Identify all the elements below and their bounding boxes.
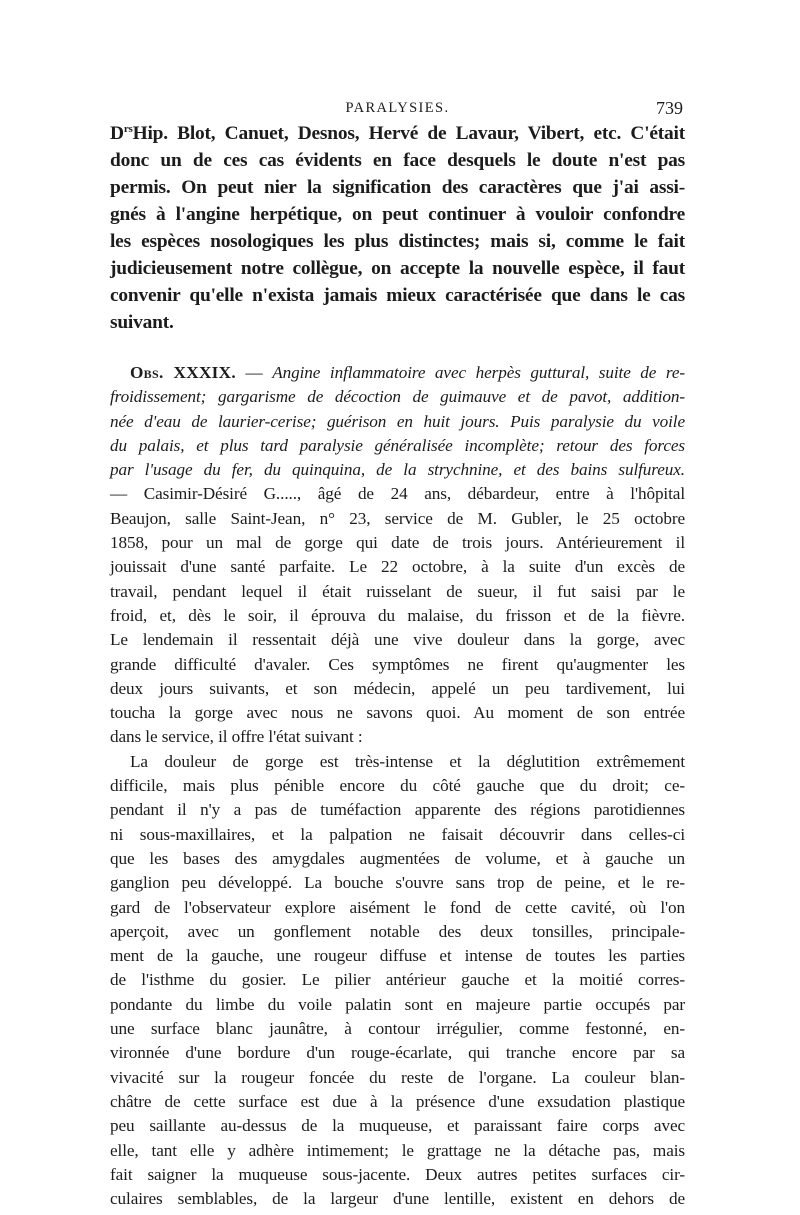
text-fragment: Hip. Blot, Canuet, Desnos, Hervé de Lavaur, Vibert, etc. C'était (132, 123, 685, 144)
text-line: peu saillante au-dessus de la muqueuse, et paraissant faire corps avec (110, 1116, 685, 1136)
text-line: ni sous-maxillaires, et la palpation ne faisait découvrir dans celles-ci (110, 824, 685, 844)
text-line: permis. On peut nier la signification des caractères que j'ai assi- (110, 177, 685, 198)
text-line: culaires semblables, de la largeur d'une lentille, existent en dehors de (110, 1189, 685, 1209)
text-line: elle, tant elle y adhère intimement; le grattage ne la détache pas, mais (110, 1140, 685, 1160)
text-line (110, 120, 685, 147)
text-line: pondante du limbe du voile palatin sont en majeure partie occupés par (110, 994, 685, 1014)
text-line: une surface blanc jaunâtre, à contour irrégulier, comme festonné, en- (110, 1019, 685, 1039)
paragraph-intro (110, 120, 685, 336)
text-line: jouissait d'une santé parfaite. Le 22 octobre, à la suite d'un excès de (110, 557, 685, 577)
text-fragment: D (110, 123, 124, 144)
observation-title-line: née d'eau de laurier-cerise; guérison en huit jours. Puis paralysie du voile (110, 411, 685, 431)
running-title: PARALYSIES. (345, 100, 450, 116)
text-line: vironnée d'une bordure d'un rouge-écarlate, qui tranche encore par sa (110, 1043, 685, 1063)
text-line: gard de l'observateur explore aisément le fond de cette cavité, où l'on (110, 897, 685, 917)
text-fragment: — (235, 363, 273, 382)
text-line: travail, pendant lequel il était ruisselant de sueur, il fut saisi par le (110, 581, 685, 601)
observation-title-line: par l'usage du fer, du quinquina, de la strychnine, et des bains sulfureux. (110, 460, 685, 480)
text-line: suivant. (110, 312, 174, 333)
text-line: froid, et, dès le soir, il éprouva du malaise, du frisson et de la fièvre. (110, 605, 685, 625)
observation-xxxix (110, 361, 685, 750)
text-line: aperçoit, avec un gonflement notable des deux tonsilles, principale- (110, 921, 685, 941)
text-line: — Casimir-Désiré G....., âgé de 24 ans, débardeur, entre à l'hôpital (110, 484, 685, 504)
text-line (110, 361, 685, 385)
text-line: châtre de cette surface est due à la présence d'une exsudation plastique (110, 1091, 685, 1111)
running-head (110, 92, 685, 120)
text-line: deux jours suivants, et son médecin, appelé un peu tardivement, lui (110, 678, 685, 698)
observation-title-line: du palais, et plus tard paralysie généralisée incomplète; retour des forces (110, 435, 685, 455)
text-line: ment de la gauche, une rougeur diffuse et intense de toutes les parties (110, 946, 685, 966)
text-line: ganglion peu développé. La bouche s'ouvre sans trop de peine, et le re- (110, 873, 685, 893)
text-line: convenir qu'elle n'exista jamais mieux caractérisée que dans le cas (110, 285, 685, 306)
text-line: Le lendemain il ressentait déjà une vive douleur dans la gorge, avec (110, 630, 685, 650)
text-line: donc un de ces cas évidents en face desquels le doute n'est pas (110, 150, 685, 171)
text-line: difficile, mais plus pénible encore du côté gauche que du droit; ce- (110, 776, 685, 796)
text-line: gnés à l'angine herpétique, on peut continuer à vouloir confondre (110, 204, 685, 225)
text-line: les espèces nosologiques les plus distinctes; mais si, comme le fait (110, 231, 685, 252)
observation-title-line: froidissement; gargarisme de décoction de guimauve et de pavot, addition- (110, 387, 685, 407)
text-line: que les bases des amygdales augmentées de volume, et à gauche un (110, 848, 685, 868)
text-line: judicieusement notre collègue, on accepte la nouvelle espèce, il faut (110, 258, 685, 279)
paragraph-examination (110, 750, 685, 1212)
text-line: fait saigner la muqueuse sous-jacente. Deux autres petites surfaces cir- (110, 1164, 685, 1184)
text-line: pendant il n'y a pas de tuméfaction apparente des régions parotidiennes (110, 800, 685, 820)
text-line: Beaujon, salle Saint-Jean, n° 23, service de M. Gubler, le 25 octobre (110, 508, 685, 528)
text-line: toucha la gorge avec nous ne savons quoi. Au moment de son entrée (110, 703, 685, 723)
text-line: de l'isthme du gosier. Le pilier antérieur gauche et la moitié corres- (110, 970, 685, 990)
observation-title: Angine inflammatoire avec herpès guttural, suite de re- (272, 363, 686, 382)
text-line: 1858, pour un mal de gorge qui date de trois jours. Antérieurement il (110, 533, 685, 553)
text-line: dans le service, il offre l'état suivant : (110, 727, 363, 747)
page-number: 739 (656, 98, 683, 118)
text-line: La douleur de gorge est très-intense et la déglutition extrêmement (130, 751, 685, 771)
observation-label: Obs. XXXIX. (130, 363, 236, 382)
superscript: rs (123, 123, 133, 135)
text-line: vivacité sur la rougeur foncée du reste de l'organe. La couleur blan- (110, 1067, 685, 1087)
text-line: grande difficulté d'avaler. Ces symptômes ne firent qu'augmenter les (110, 654, 685, 674)
book-page (110, 92, 685, 1211)
